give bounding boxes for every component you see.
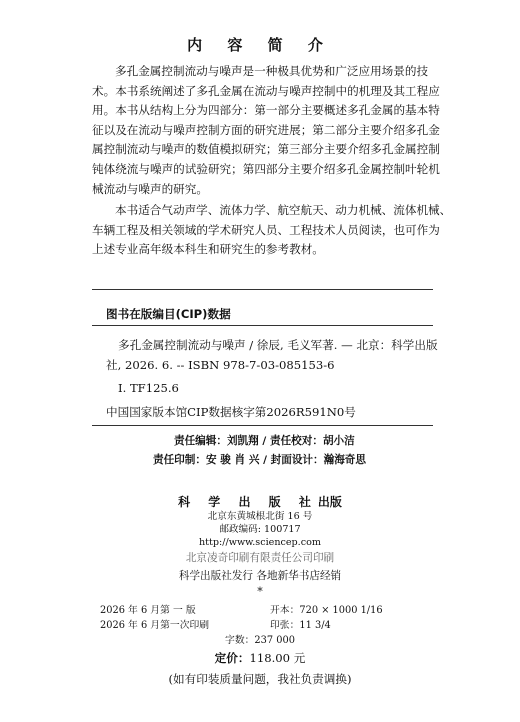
print-sheets: 印张：11 3/4	[270, 620, 331, 631]
publisher-suffix: 出版	[317, 495, 342, 509]
cip-entry-line-2: 社, 2026. 6. -- ISBN 978-7-03-085153-6	[106, 358, 335, 372]
edition-date: 2026 年 6 月第 一 版	[100, 605, 196, 616]
summary-line: 钝体绕流与噪声的试验研究；第四部分主要介绍多孔金属控制叶轮机	[92, 161, 440, 176]
summary-line: 多孔金属控制流动与噪声是一种极具优势和广泛应用场景的技	[115, 64, 429, 78]
cip-classification: Ⅰ. TF125.6	[118, 381, 179, 395]
publisher-name	[0, 493, 520, 510]
edition-line-1	[0, 602, 520, 616]
summary-line: 属控制流动与噪声的数值模拟研究；第三部分主要介绍多孔金属控制	[92, 142, 440, 157]
summary-line: 本书适合气动声学、流体力学、航空航天、动力机械、流体机械、	[115, 203, 452, 217]
summary-line: 用。本书从结构上分为四部分：第一部分主要概述多孔金属的基本特	[92, 103, 440, 118]
price-label: 定价：	[214, 651, 250, 665]
cip-entry-line-1: 多孔金属控制流动与噪声 / 徐辰, 毛义军著. — 北京：科学出版	[118, 338, 438, 352]
editor-credits: 责任编辑：刘凯翔 / 责任校对：胡小洁	[174, 435, 355, 447]
word-count: 字数：237 000	[225, 635, 295, 646]
print-date: 2026 年 6 月第一次印刷	[100, 620, 210, 631]
cip-heading-rule	[92, 325, 433, 326]
summary-paragraph-2	[92, 201, 452, 260]
price-value: 118.00 元	[249, 651, 306, 665]
summary-line: 车辆工程及相关领域的学术研究人员、工程技术人员阅读，也可作为	[92, 222, 440, 237]
printer-line: 北京凌奇印刷有限责任公司印刷	[185, 552, 335, 564]
publisher-brand: 科 学 出 版 社	[178, 495, 318, 509]
summary-line: 术。本书系统阐述了多孔金属在流动与噪声控制中的机理及其工程应	[92, 83, 440, 98]
production-credits: 责任印制：安 骏 肖 兴 / 封面设计：瀚海奇思	[153, 454, 366, 466]
page-title: 内 容 简 介	[187, 36, 333, 54]
edition-line-2	[0, 617, 520, 631]
publisher-website: http://www.sciencep.com	[199, 537, 321, 548]
cip-heading: 图书在版编目(CIP)数据	[106, 307, 231, 321]
distribution-line: 科学出版社发行 各地新华书店经销	[178, 570, 342, 582]
publisher-address: 北京东黄城根北街 16 号	[207, 511, 313, 522]
summary-paragraph-1	[92, 62, 440, 199]
cip-bottom-rule	[92, 425, 433, 426]
quality-note: (如有印装质量问题，我社负责调换)	[168, 672, 352, 686]
separator-star: *	[257, 585, 263, 598]
summary-line: 上述专业高年级本科生和研究生的参考教材。	[92, 242, 324, 257]
summary-line: 械流动与噪声的研究。	[92, 181, 208, 196]
publisher-postcode: 邮政编码: 100717	[219, 524, 301, 535]
price-line	[0, 650, 520, 666]
summary-line: 征以及在流动与噪声控制方面的研究进展；第二部分主要介绍多孔金	[92, 122, 440, 137]
cip-data-number: 中国国家版本馆CIP数据核字第2026R591N0号	[106, 405, 356, 419]
format-size: 开本：720 × 1000 1/16	[270, 605, 383, 616]
cip-top-rule	[92, 289, 433, 290]
